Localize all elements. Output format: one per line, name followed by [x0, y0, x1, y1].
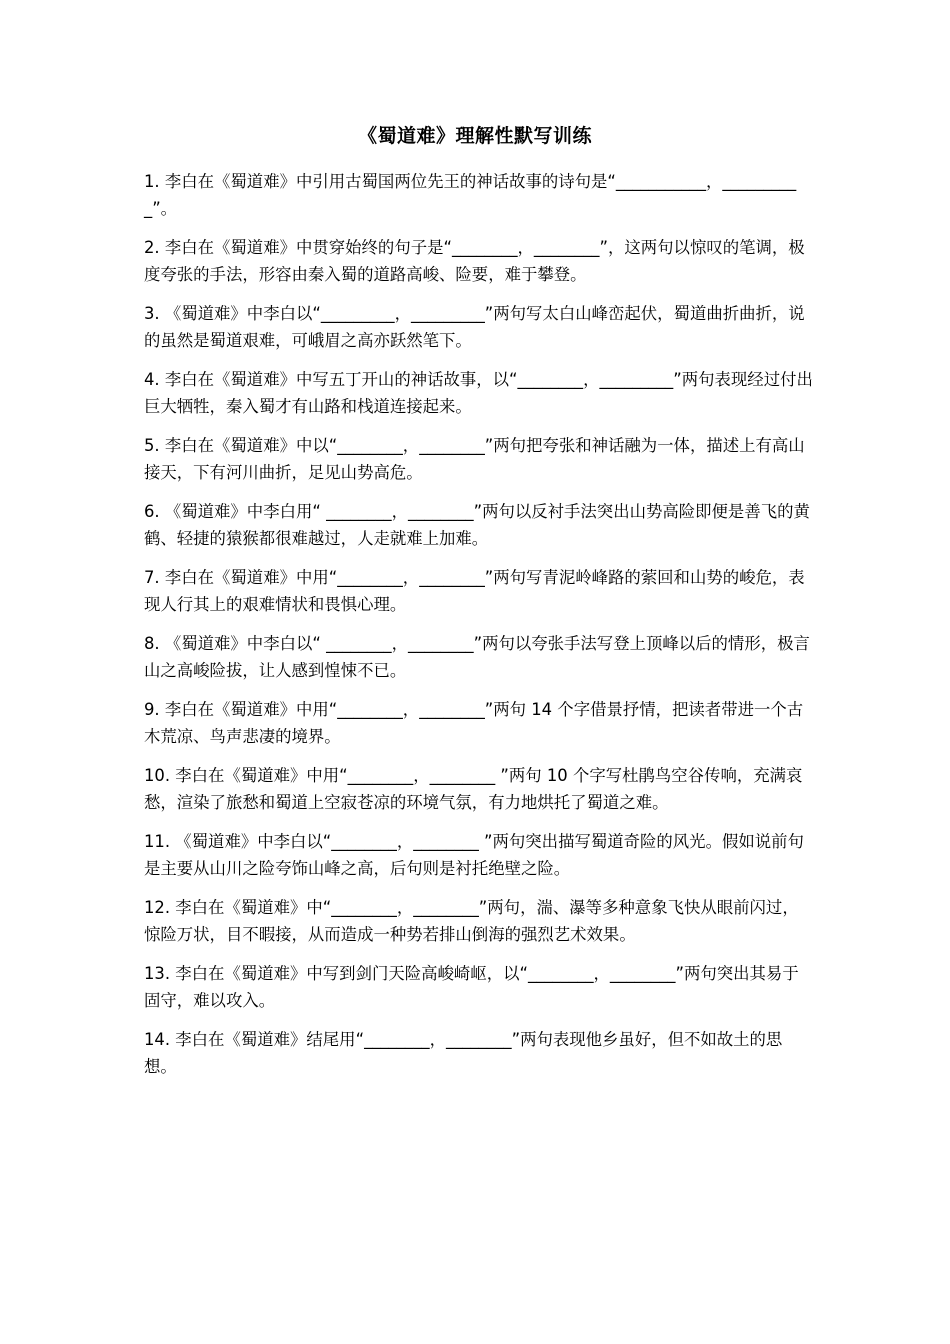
- question-3: 3. 《蜀道难》中李白以“_________，_________”两句写太白山峰峦起伏，蜀道曲折曲折，说的虽然是蜀道艰难，可峨眉之高亦跃然笔下。: [144, 304, 805, 350]
- question-5: 5. 李白在《蜀道难》中以“________，________”两句把夸张和神话融为一体，描述上有高山接天，下有河川曲折，足见山势高危。: [144, 436, 805, 482]
- question-1: 1. 李白在《蜀道难》中引用古蜀国两位先王的神话故事的诗句是“___________，__________”。: [144, 172, 797, 218]
- question-13: 13. 李白在《蜀道难》中写到剑门天险高峻崎岖，以“________，________”两句突出其易于固守，难以攻入。: [144, 964, 799, 1010]
- question-12: 12. 李白在《蜀道难》中“________，________”两句，湍、瀑等多种意象飞快从眼前闪过，惊险万状，目不暇接，从而造成一种势若排山倒海的强烈艺术效果。: [144, 898, 799, 944]
- document-title: 《蜀道难》理解性默写训练: [357, 125, 592, 147]
- question-11: 11. 《蜀道难》中李白以“________，________ ”两句突出描写蜀道奇险的风光。假如说前句是主要从山川之险夸饰山峰之高，后句则是衬托绝壁之险。: [144, 832, 804, 878]
- question-2: 2. 李白在《蜀道难》中贯穿始终的句子是“________，________”，这两句以惊叹的笔调，极度夸张的手法，形容由秦入蜀的道路高峻、险要，难于攀登。: [144, 238, 805, 284]
- question-8: 8. 《蜀道难》中李白以“ ________，________”两句以夸张手法写登上顶峰以后的情形，极言山之高峻险拔，让人感到惶悚不已。: [144, 634, 810, 680]
- question-10: 10. 李白在《蜀道难》中用“________，________ ”两句 10 个字写杜鹃鸟空谷传响，充满哀愁，渲染了旅愁和蜀道上空寂苍凉的环境气氛，有力地烘托了蜀道之难。: [144, 766, 803, 812]
- question-14: 14. 李白在《蜀道难》结尾用“________，________”两句表现他乡虽好，但不如故土的思想。: [144, 1030, 783, 1076]
- question-4: 4. 李白在《蜀道难》中写五丁开山的神话故事，以“________，_________”两句表现经过付出巨大牺牲，秦入蜀才有山路和栈道连接起来。: [144, 370, 813, 416]
- question-6: 6. 《蜀道难》中李白用“ ________，________”两句以反衬手法突出山势高险即便是善飞的黄鹤、轻捷的猿猴都很难越过，人走就难上加难。: [144, 502, 810, 548]
- question-list: [144, 168, 814, 1092]
- question-7: 7. 李白在《蜀道难》中用“________，________”两句写青泥岭峰路的萦回和山势的峻危，表现人行其上的艰难情状和畏惧心理。: [144, 568, 805, 614]
- question-9: 9. 李白在《蜀道难》中用“________，________”两句 14 个字借景抒情，把读者带进一个古木荒凉、鸟声悲凄的境界。: [144, 700, 804, 746]
